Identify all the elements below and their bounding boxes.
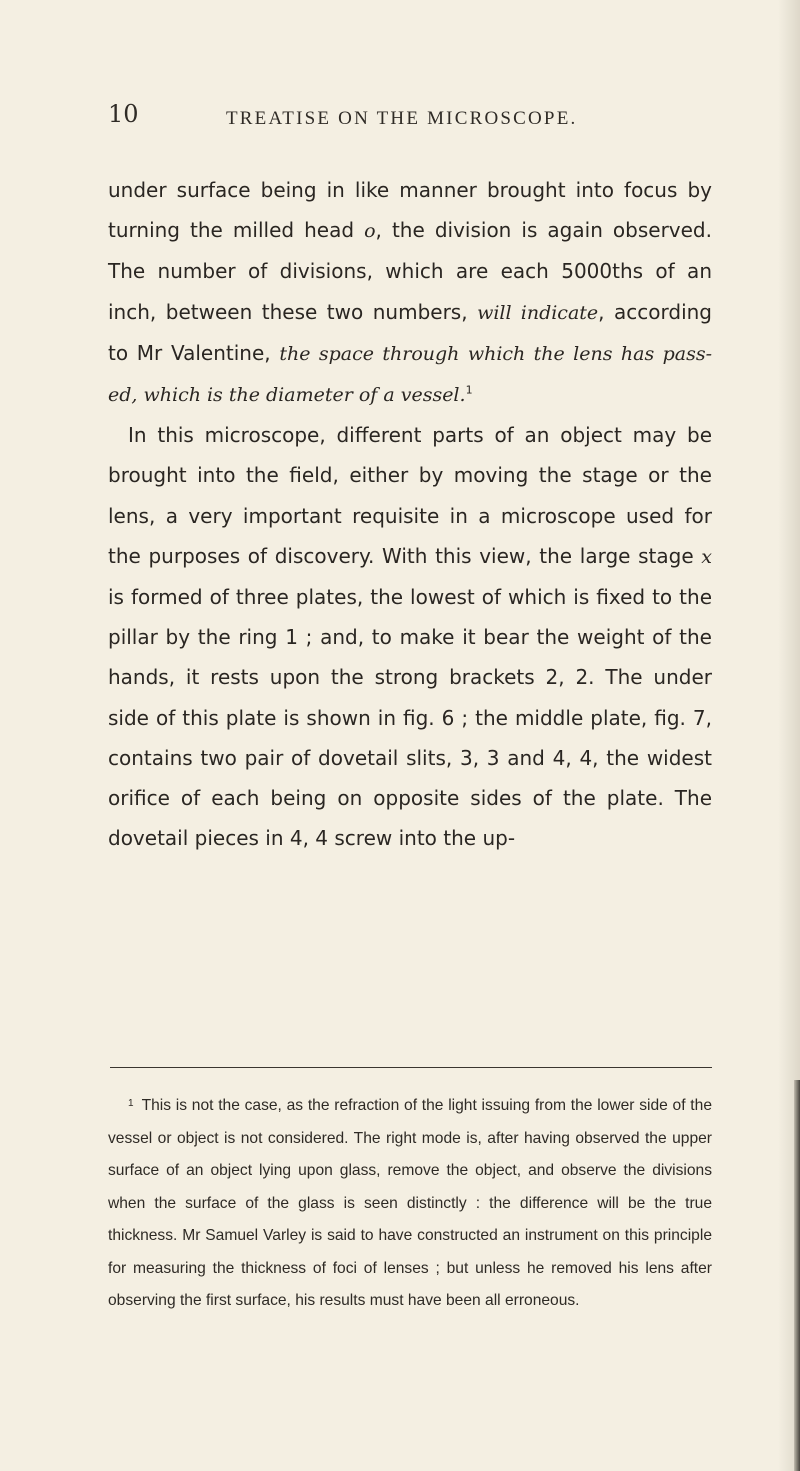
- footnote-reference: 1: [465, 383, 473, 397]
- text-run: under surface being in like manner brought into focus by turning the milled head: [108, 178, 712, 243]
- text-run: , according to Mr Valentine,: [108, 299, 712, 365]
- text-run: is formed of three plates, the lowest of which is fixed to the pillar by the ring 1 ; and, to make it bear the weight of the hands, it rests upon the strong brackets 2, 2. The under side of this plate is shown in fig. 6 ; the middle plate, fig. 7, contains two pair of dovetail slits, 3, 3 and 4, 4, the widest orifice of each being on opposite sides of the plate. The dovetail pieces in 4, 4 screw into the up-: [108, 585, 712, 851]
- footnote-paragraph: [108, 1088, 712, 1318]
- footnote-mark: 1: [128, 1098, 134, 1109]
- text-run-italic: x: [701, 545, 712, 568]
- footnote-divider: [110, 1067, 712, 1068]
- text-run: In this microscope, different parts of an object may be brought into the field, either by moving the stage or the lens, a very important requisite in a microscope used for the purposes of discovery. With this view, the large stage: [108, 423, 712, 568]
- page-number: 10: [108, 100, 139, 128]
- page-edge-binding: [794, 1080, 800, 1471]
- footnote-text: This is not the case, as the refraction of the light issuing from the lower side of the vessel or object is not considered. The right mode is, after having observed the upper surface of an object lying upon glass, remove the object, and observe the divisions when the surface of the glass is seen distinctly : the difference will be the true thickness. Mr Samuel Varley is said to have constructed an instrument on this principle for measuring the thickness of foci of lenses ; but unless he removed his lens after observing the first surface, his results must have been all erroneous.: [108, 1097, 712, 1309]
- footnote: [108, 1088, 712, 1318]
- page-header: [108, 100, 708, 142]
- running-title: TREATISE ON THE MICROSCOPE.: [226, 108, 578, 129]
- text-run: , the division is again observed. The number of divisions, which are each 5000ths of an inch, between these two numbers,: [108, 218, 712, 324]
- paragraph-1: [108, 170, 712, 415]
- paragraph-2: [108, 415, 712, 858]
- text-run-italic: o: [364, 220, 376, 243]
- body-text: [108, 170, 712, 858]
- text-run-italic: the space through which the lens has pass- ed, which is the diameter of a vessel.: [108, 342, 712, 407]
- text-run-italic: will indicate: [477, 301, 599, 324]
